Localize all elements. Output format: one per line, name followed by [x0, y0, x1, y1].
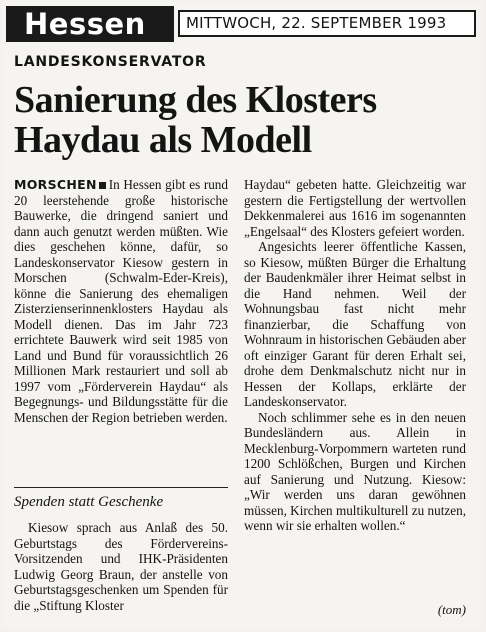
masthead — [6, 6, 476, 42]
lead-paragraph — [14, 177, 228, 425]
paragraph: Haydau“ gebeten hatte. Gleichzeitig war gestern die Fertigstellung der wertvollen Dekkenmalerei aus 1616 im sogenannten „Engelsaal“ des Klosters gefeiert worden. — [244, 177, 466, 239]
author-signature: (tom) — [437, 602, 466, 617]
column-left-bottom — [14, 520, 228, 613]
paragraph: Noch schlimmer sehe es in den neuen Bundesländern aus. Allein in Mecklenburg-Vorpommern warteten rund 1200 Schlößchen, Burgen und Kirchen auf Sanierung und Nutzung. Kiesow: „Wir werden uns daran gewöhnen müssen, Kirchen multikulturell zu nutzen, wenn wir sie erhalten wollen.“ — [244, 409, 466, 533]
subhead-rule — [14, 487, 228, 488]
paragraph: Angesichts leerer öffentliche Kassen, so Kiesow, müßten Bürger die Erhaltung der Baudenkmäler ihrer Heimat selbst in die Hand nehmen. Weil der Wohnungsbau fast nicht mehr finanzierbar, die Schaffung von Wohnraum in historischen Gebäuden aber oft einziger Garant für deren Erhalt sei, drohe dem Denkmalschutz nicht nur in Hessen der Kollaps, erklärte der Landeskonservator. — [244, 239, 466, 409]
issue-date: MITTWOCH, 22. SEPTEMBER 1993 — [178, 10, 476, 37]
paragraph: Kiesow sprach aus Anlaß des 50. Geburtstags des Fördervereins-Vorsitzenden und IHK-Präsidenten Ludwig Georg Braun, der anstelle von Geburtstagsgeschenken um Spenden für die „Stiftung Kloster — [14, 520, 228, 613]
dateline-square-icon — [99, 182, 106, 189]
column-right — [244, 177, 466, 534]
headline: Sanierung des Klosters Haydau als Modell — [14, 79, 377, 161]
kicker: LANDESKONSERVATOR — [14, 54, 207, 70]
column-left-top — [14, 177, 228, 425]
subheading: Spenden statt Geschenke — [14, 494, 164, 510]
dateline: MORSCHEN — [14, 177, 97, 192]
section-title: Hessen — [6, 6, 174, 42]
lead-text: In Hessen gibt es rund 20 leerstehende große historische Bauwerke, die dringend saniert und dann auch genutzt werden müßten. Wie dies geschehen könne, dafür, so Landeskonservator Kiesow gestern in Morschen (Schwalm-Eder-Kreis), könne die Sanierung des ehemaligen Zisterzienserinnenklosters Haydau als Modell dienen. Das im Jahr 723 errichtete Bauwerk wird seit 1985 von Land und Bund für voraussichtlich 26 Millionen Mark restauriert und soll ab 1997 vom „Förderverein Haydau“ als Begegnungs- und Bildungsstätte für die Menschen der Region betrieben werden. — [14, 177, 228, 425]
